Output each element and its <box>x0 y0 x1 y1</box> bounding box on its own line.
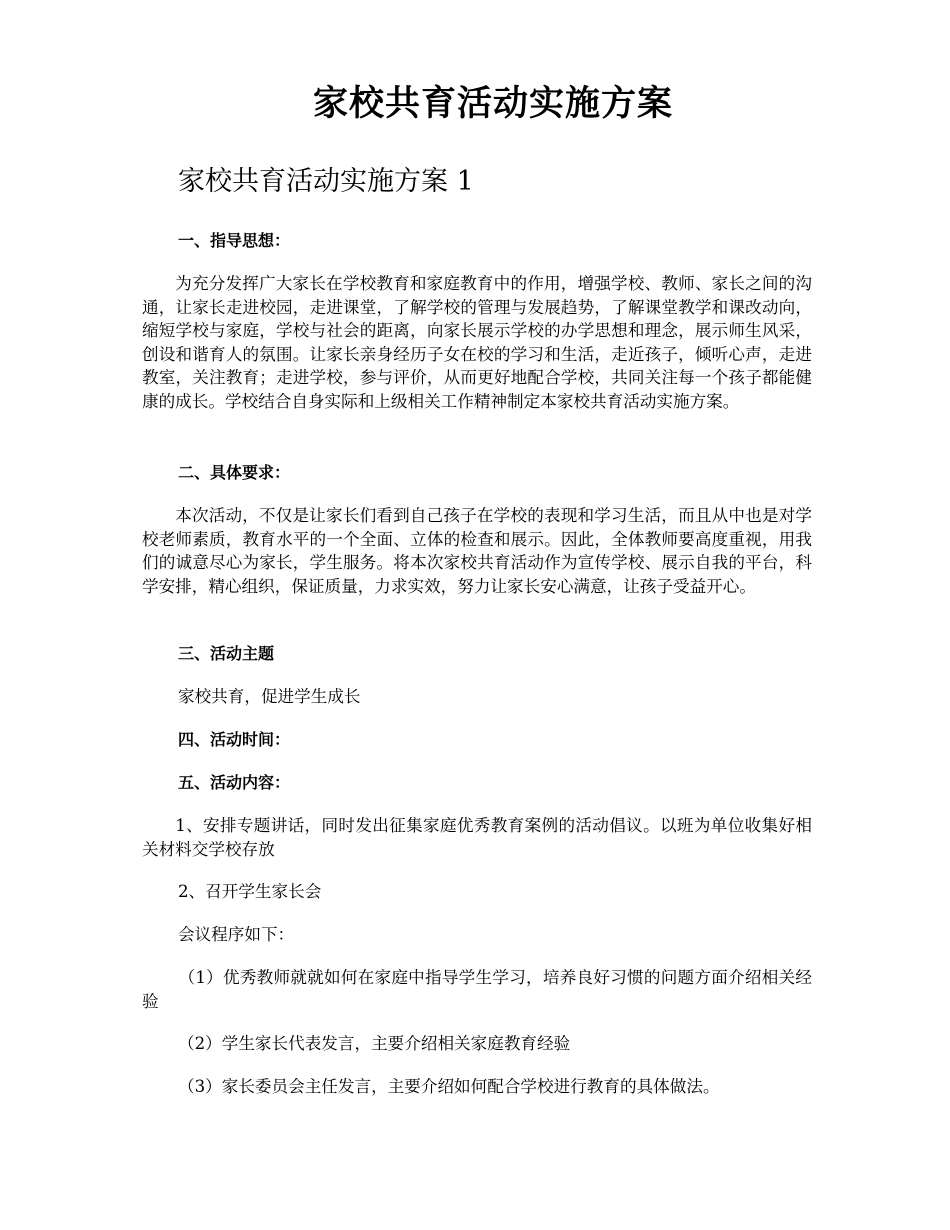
content-item-2: 2、召开学生家长会 <box>178 882 322 901</box>
meeting-procedure-label: 会议程序如下： <box>178 925 295 944</box>
heading-activity-content: 五、活动内容： <box>178 773 291 792</box>
heading-activity-theme: 三、活动主题 <box>178 644 275 663</box>
procedure-step-3: （3）家长委员会主任发言，主要介绍如何配合学校进行教育的具体做法。 <box>178 1077 720 1096</box>
heading-activity-time: 四、活动时间： <box>178 730 291 749</box>
activity-theme-text: 家校共育，促进学生成长 <box>178 687 361 706</box>
section-subtitle: 家校共育活动实施方案 1 <box>178 166 474 197</box>
heading-guiding-ideology: 一、指导思想： <box>178 231 291 250</box>
heading-specific-requirements: 二、具体要求： <box>178 463 291 482</box>
procedure-step-1: （1）优秀教师就就如何在家庭中指导学生学习，培养良好习惯的问题方面介绍相关经验 <box>142 968 812 1011</box>
content-item-1: 1、安排专题讲话，同时发出征集家庭优秀教育案例的活动倡议。以班为单位收集好相关材料交学校存放 <box>142 816 812 859</box>
document-title: 家校共育活动实施方案 <box>312 83 673 124</box>
paragraph-guiding-ideology: 为充分发挥广大家长在学校教育和家庭教育中的作用，增强学校、教师、家长之间的沟通，让家长走进校园，走进课堂，了解学校的管理与发展趋势，了解课堂教学和课改动向，缩短学校与家庭，学校与社会的距离，向家长展示学校的办学思想和理念，展示师生风采，创设和谐育人的氛围。让家长亲身经历子女在校的学习和生活，走近孩子，倾听心声，走进教室，关注教育；走进学校，参与评价，从而更好地配合学校，共同关注每一个孩子都能健康的成长。学校结合自身实际和上级相关工作精神制定本家校共育活动实施方案。 <box>142 274 812 411</box>
paragraph-specific-requirements: 本次活动，不仅是让家长们看到自己孩子在学校的表现和学习生活，而且从中也是对学校老师素质，教育水平的一个全面、立体的检查和展示。因此，全体教师要高度重视，用我们的诚意尽心为家长，学生服务。将本次家校共育活动作为宣传学校、展示自我的平台，科学安排，精心组织，保证质量，力求实效，努力让家长安心满意，让孩子受益开心。 <box>142 506 812 596</box>
procedure-step-2: （2）学生家长代表发言，主要介绍相关家庭教育经验 <box>178 1034 571 1053</box>
